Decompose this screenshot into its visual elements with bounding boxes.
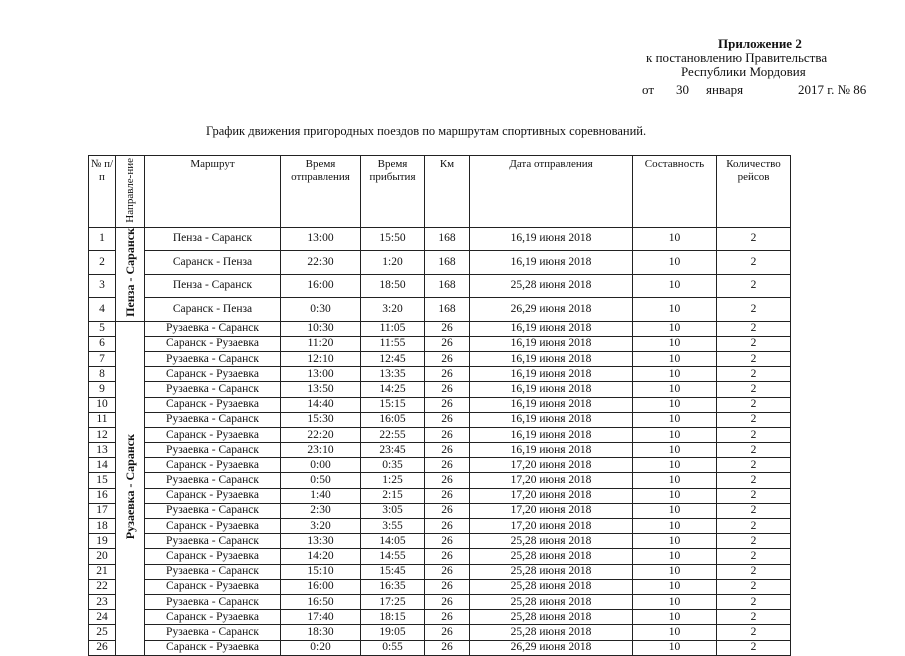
route-cell: Саранск - Рузаевка <box>145 458 281 473</box>
route-cell: Рузаевка - Саранск <box>145 594 281 609</box>
row-number: 6 <box>89 336 116 351</box>
arrival-time: 0:35 <box>361 458 425 473</box>
composition: 10 <box>633 488 717 503</box>
distance-km: 26 <box>425 625 470 640</box>
row-number: 17 <box>89 503 116 518</box>
composition: 10 <box>633 443 717 458</box>
arrival-time: 14:05 <box>361 534 425 549</box>
composition: 10 <box>633 519 717 534</box>
route-cell: Рузаевка - Саранск <box>145 382 281 397</box>
row-number: 15 <box>89 473 116 488</box>
composition: 10 <box>633 579 717 594</box>
distance-km: 26 <box>425 579 470 594</box>
composition: 10 <box>633 274 717 297</box>
composition: 10 <box>633 321 717 336</box>
trip-count: 2 <box>717 227 791 250</box>
composition: 10 <box>633 640 717 655</box>
route-cell: Рузаевка - Саранск <box>145 534 281 549</box>
departure-time: 16:00 <box>281 579 361 594</box>
trip-count: 2 <box>717 473 791 488</box>
departure-date: 17,20 июня 2018 <box>470 503 633 518</box>
row-number: 25 <box>89 625 116 640</box>
col-arr-time: Время прибытия <box>361 156 425 228</box>
composition: 10 <box>633 610 717 625</box>
route-cell: Пенза - Саранск <box>145 227 281 250</box>
departure-time: 16:50 <box>281 594 361 609</box>
departure-time: 14:40 <box>281 397 361 412</box>
composition: 10 <box>633 298 717 321</box>
trip-count: 2 <box>717 625 791 640</box>
resolution-line: к постановлению Правительства <box>646 50 828 65</box>
row-number: 18 <box>89 519 116 534</box>
departure-date: 16,19 июня 2018 <box>470 427 633 442</box>
composition: 10 <box>633 534 717 549</box>
distance-km: 26 <box>425 594 470 609</box>
composition: 10 <box>633 427 717 442</box>
departure-time: 23:10 <box>281 443 361 458</box>
row-number: 22 <box>89 579 116 594</box>
distance-km: 26 <box>425 443 470 458</box>
table-row <box>89 274 791 297</box>
arrival-time: 15:15 <box>361 397 425 412</box>
departure-date: 16,19 июня 2018 <box>470 397 633 412</box>
table-row <box>89 443 791 458</box>
departure-time: 13:00 <box>281 227 361 250</box>
composition: 10 <box>633 473 717 488</box>
distance-km: 26 <box>425 321 470 336</box>
distance-km: 26 <box>425 336 470 351</box>
distance-km: 26 <box>425 519 470 534</box>
col-direction-label: Направле-ние <box>124 158 136 223</box>
trip-count: 2 <box>717 503 791 518</box>
row-number: 1 <box>89 227 116 250</box>
trip-count: 2 <box>717 564 791 579</box>
row-number: 26 <box>89 640 116 655</box>
row-number: 7 <box>89 351 116 366</box>
distance-km: 26 <box>425 458 470 473</box>
distance-km: 26 <box>425 473 470 488</box>
table-row <box>89 488 791 503</box>
departure-time: 0:00 <box>281 458 361 473</box>
departure-time: 13:50 <box>281 382 361 397</box>
table-row <box>89 367 791 382</box>
trip-count: 2 <box>717 351 791 366</box>
distance-km: 26 <box>425 640 470 655</box>
row-number: 10 <box>89 397 116 412</box>
table-row <box>89 519 791 534</box>
departure-time: 14:20 <box>281 549 361 564</box>
table-row <box>89 336 791 351</box>
departure-date: 16,19 июня 2018 <box>470 336 633 351</box>
departure-date: 25,28 июня 2018 <box>470 579 633 594</box>
arrival-time: 3:20 <box>361 298 425 321</box>
trip-count: 2 <box>717 298 791 321</box>
row-number: 3 <box>89 274 116 297</box>
departure-time: 13:00 <box>281 367 361 382</box>
departure-time: 3:20 <box>281 519 361 534</box>
distance-km: 26 <box>425 367 470 382</box>
route-cell: Рузаевка - Саранск <box>145 351 281 366</box>
departure-date: 16,19 июня 2018 <box>470 443 633 458</box>
route-cell: Рузаевка - Саранск <box>145 625 281 640</box>
trip-count: 2 <box>717 458 791 473</box>
arrival-time: 0:55 <box>361 640 425 655</box>
row-number: 14 <box>89 458 116 473</box>
direction-label: Рузаевка - Саранск <box>122 433 137 539</box>
table-row <box>89 473 791 488</box>
trip-count: 2 <box>717 367 791 382</box>
departure-date: 17,20 июня 2018 <box>470 519 633 534</box>
distance-km: 26 <box>425 503 470 518</box>
trip-count: 2 <box>717 610 791 625</box>
route-cell: Саранск - Рузаевка <box>145 519 281 534</box>
row-number: 13 <box>89 443 116 458</box>
arrival-time: 13:35 <box>361 367 425 382</box>
route-cell: Рузаевка - Саранск <box>145 503 281 518</box>
departure-date: 25,28 июня 2018 <box>470 564 633 579</box>
trip-count: 2 <box>717 519 791 534</box>
row-number: 21 <box>89 564 116 579</box>
composition: 10 <box>633 503 717 518</box>
row-number: 16 <box>89 488 116 503</box>
date-prefix: от <box>642 82 655 97</box>
col-dep-time: Время отправления <box>281 156 361 228</box>
route-cell: Рузаевка - Саранск <box>145 473 281 488</box>
route-cell: Рузаевка - Саранск <box>145 321 281 336</box>
republic-line: Республики Мордовия <box>681 64 806 79</box>
departure-date: 26,29 июня 2018 <box>470 298 633 321</box>
distance-km: 26 <box>425 382 470 397</box>
table-row <box>89 534 791 549</box>
date-year-number: 2017 г. № 86 <box>798 82 867 97</box>
table-row <box>89 503 791 518</box>
col-composition: Составность <box>633 156 717 228</box>
arrival-time: 15:50 <box>361 227 425 250</box>
departure-time: 10:30 <box>281 321 361 336</box>
departure-time: 12:10 <box>281 351 361 366</box>
arrival-time: 23:45 <box>361 443 425 458</box>
distance-km: 26 <box>425 412 470 427</box>
trip-count: 2 <box>717 412 791 427</box>
table-row <box>89 321 791 336</box>
row-number: 23 <box>89 594 116 609</box>
row-number: 4 <box>89 298 116 321</box>
distance-km: 26 <box>425 534 470 549</box>
appendix-title: Приложение 2 <box>718 36 802 51</box>
composition: 10 <box>633 367 717 382</box>
departure-date: 25,28 июня 2018 <box>470 274 633 297</box>
route-cell: Саранск - Рузаевка <box>145 427 281 442</box>
row-number: 19 <box>89 534 116 549</box>
composition: 10 <box>633 382 717 397</box>
row-number: 20 <box>89 549 116 564</box>
distance-km: 26 <box>425 397 470 412</box>
date-day: 30 <box>676 82 689 97</box>
row-number: 5 <box>89 321 116 336</box>
table-row <box>89 564 791 579</box>
departure-time: 22:20 <box>281 427 361 442</box>
departure-time: 0:30 <box>281 298 361 321</box>
departure-time: 15:10 <box>281 564 361 579</box>
arrival-time: 1:20 <box>361 251 425 274</box>
trip-count: 2 <box>717 382 791 397</box>
schedule-body <box>89 227 791 655</box>
route-cell: Саранск - Рузаевка <box>145 488 281 503</box>
col-dep-date: Дата отправления <box>470 156 633 228</box>
trip-count: 2 <box>717 594 791 609</box>
table-row <box>89 227 791 250</box>
arrival-time: 14:55 <box>361 549 425 564</box>
composition: 10 <box>633 227 717 250</box>
departure-date: 26,29 июня 2018 <box>470 640 633 655</box>
header-row <box>89 156 791 228</box>
composition: 10 <box>633 351 717 366</box>
departure-date: 16,19 июня 2018 <box>470 412 633 427</box>
composition: 10 <box>633 564 717 579</box>
arrival-time: 14:25 <box>361 382 425 397</box>
composition: 10 <box>633 625 717 640</box>
arrival-time: 3:05 <box>361 503 425 518</box>
arrival-time: 19:05 <box>361 625 425 640</box>
composition: 10 <box>633 251 717 274</box>
arrival-time: 11:05 <box>361 321 425 336</box>
departure-date: 25,28 июня 2018 <box>470 549 633 564</box>
route-cell: Саранск - Пенза <box>145 251 281 274</box>
row-number: 24 <box>89 610 116 625</box>
arrival-time: 17:25 <box>361 594 425 609</box>
row-number: 9 <box>89 382 116 397</box>
route-cell: Рузаевка - Саранск <box>145 443 281 458</box>
arrival-time: 1:25 <box>361 473 425 488</box>
trip-count: 2 <box>717 427 791 442</box>
departure-time: 22:30 <box>281 251 361 274</box>
departure-date: 25,28 июня 2018 <box>470 534 633 549</box>
col-num: № п/п <box>89 156 116 228</box>
composition: 10 <box>633 336 717 351</box>
date-month: января <box>706 82 744 97</box>
arrival-time: 16:35 <box>361 579 425 594</box>
route-cell: Саранск - Рузаевка <box>145 397 281 412</box>
departure-time: 2:30 <box>281 503 361 518</box>
trip-count: 2 <box>717 251 791 274</box>
trip-count: 2 <box>717 336 791 351</box>
departure-time: 16:00 <box>281 274 361 297</box>
departure-date: 16,19 июня 2018 <box>470 382 633 397</box>
departure-time: 1:40 <box>281 488 361 503</box>
distance-km: 26 <box>425 427 470 442</box>
distance-km: 168 <box>425 274 470 297</box>
row-number: 12 <box>89 427 116 442</box>
departure-date: 25,28 июня 2018 <box>470 625 633 640</box>
route-cell: Рузаевка - Саранск <box>145 564 281 579</box>
distance-km: 26 <box>425 610 470 625</box>
direction-cell <box>116 321 145 655</box>
distance-km: 26 <box>425 351 470 366</box>
route-cell: Саранск - Рузаевка <box>145 367 281 382</box>
col-trips: Количество рейсов <box>717 156 791 228</box>
col-direction <box>116 156 145 228</box>
schedule-table <box>88 155 791 656</box>
direction-cell <box>116 227 145 321</box>
departure-date: 16,19 июня 2018 <box>470 251 633 274</box>
departure-time: 18:30 <box>281 625 361 640</box>
departure-date: 17,20 июня 2018 <box>470 458 633 473</box>
table-row <box>89 298 791 321</box>
table-row <box>89 579 791 594</box>
departure-time: 0:50 <box>281 473 361 488</box>
arrival-time: 18:15 <box>361 610 425 625</box>
departure-time: 13:30 <box>281 534 361 549</box>
table-row <box>89 412 791 427</box>
table-row <box>89 610 791 625</box>
departure-date: 16,19 июня 2018 <box>470 351 633 366</box>
trip-count: 2 <box>717 397 791 412</box>
departure-date: 25,28 июня 2018 <box>470 594 633 609</box>
document-title: График движения пригородных поездов по маршрутам спортивных соревнований. <box>206 124 647 138</box>
arrival-time: 22:55 <box>361 427 425 442</box>
distance-km: 168 <box>425 227 470 250</box>
trip-count: 2 <box>717 579 791 594</box>
col-route: Маршрут <box>145 156 281 228</box>
table-row <box>89 251 791 274</box>
arrival-time: 16:05 <box>361 412 425 427</box>
distance-km: 168 <box>425 251 470 274</box>
arrival-time: 2:15 <box>361 488 425 503</box>
departure-date: 16,19 июня 2018 <box>470 367 633 382</box>
table-row <box>89 625 791 640</box>
departure-date: 17,20 июня 2018 <box>470 488 633 503</box>
composition: 10 <box>633 549 717 564</box>
route-cell: Саранск - Рузаевка <box>145 336 281 351</box>
trip-count: 2 <box>717 443 791 458</box>
arrival-time: 12:45 <box>361 351 425 366</box>
composition: 10 <box>633 412 717 427</box>
trip-count: 2 <box>717 321 791 336</box>
table-row <box>89 594 791 609</box>
table-row <box>89 458 791 473</box>
departure-date: 16,19 июня 2018 <box>470 321 633 336</box>
trip-count: 2 <box>717 488 791 503</box>
departure-time: 11:20 <box>281 336 361 351</box>
route-cell: Пенза - Саранск <box>145 274 281 297</box>
distance-km: 26 <box>425 549 470 564</box>
col-km: Км <box>425 156 470 228</box>
arrival-time: 11:55 <box>361 336 425 351</box>
arrival-time: 15:45 <box>361 564 425 579</box>
distance-km: 168 <box>425 298 470 321</box>
route-cell: Рузаевка - Саранск <box>145 412 281 427</box>
route-cell: Саранск - Рузаевка <box>145 579 281 594</box>
row-number: 11 <box>89 412 116 427</box>
direction-label: Пенза - Саранск <box>122 227 137 317</box>
route-cell: Саранск - Рузаевка <box>145 640 281 655</box>
table-row <box>89 397 791 412</box>
departure-date: 25,28 июня 2018 <box>470 610 633 625</box>
route-cell: Саранск - Рузаевка <box>145 549 281 564</box>
arrival-time: 3:55 <box>361 519 425 534</box>
table-row <box>89 351 791 366</box>
departure-date: 17,20 июня 2018 <box>470 473 633 488</box>
departure-date: 16,19 июня 2018 <box>470 227 633 250</box>
trip-count: 2 <box>717 640 791 655</box>
composition: 10 <box>633 397 717 412</box>
table-row <box>89 549 791 564</box>
row-number: 2 <box>89 251 116 274</box>
row-number: 8 <box>89 367 116 382</box>
composition: 10 <box>633 594 717 609</box>
route-cell: Саранск - Пенза <box>145 298 281 321</box>
trip-count: 2 <box>717 274 791 297</box>
departure-time: 0:20 <box>281 640 361 655</box>
composition: 10 <box>633 458 717 473</box>
table-row <box>89 382 791 397</box>
trip-count: 2 <box>717 534 791 549</box>
departure-time: 15:30 <box>281 412 361 427</box>
route-cell: Саранск - Рузаевка <box>145 610 281 625</box>
departure-time: 17:40 <box>281 610 361 625</box>
trip-count: 2 <box>717 549 791 564</box>
distance-km: 26 <box>425 488 470 503</box>
table-row <box>89 640 791 655</box>
distance-km: 26 <box>425 564 470 579</box>
arrival-time: 18:50 <box>361 274 425 297</box>
table-row <box>89 427 791 442</box>
